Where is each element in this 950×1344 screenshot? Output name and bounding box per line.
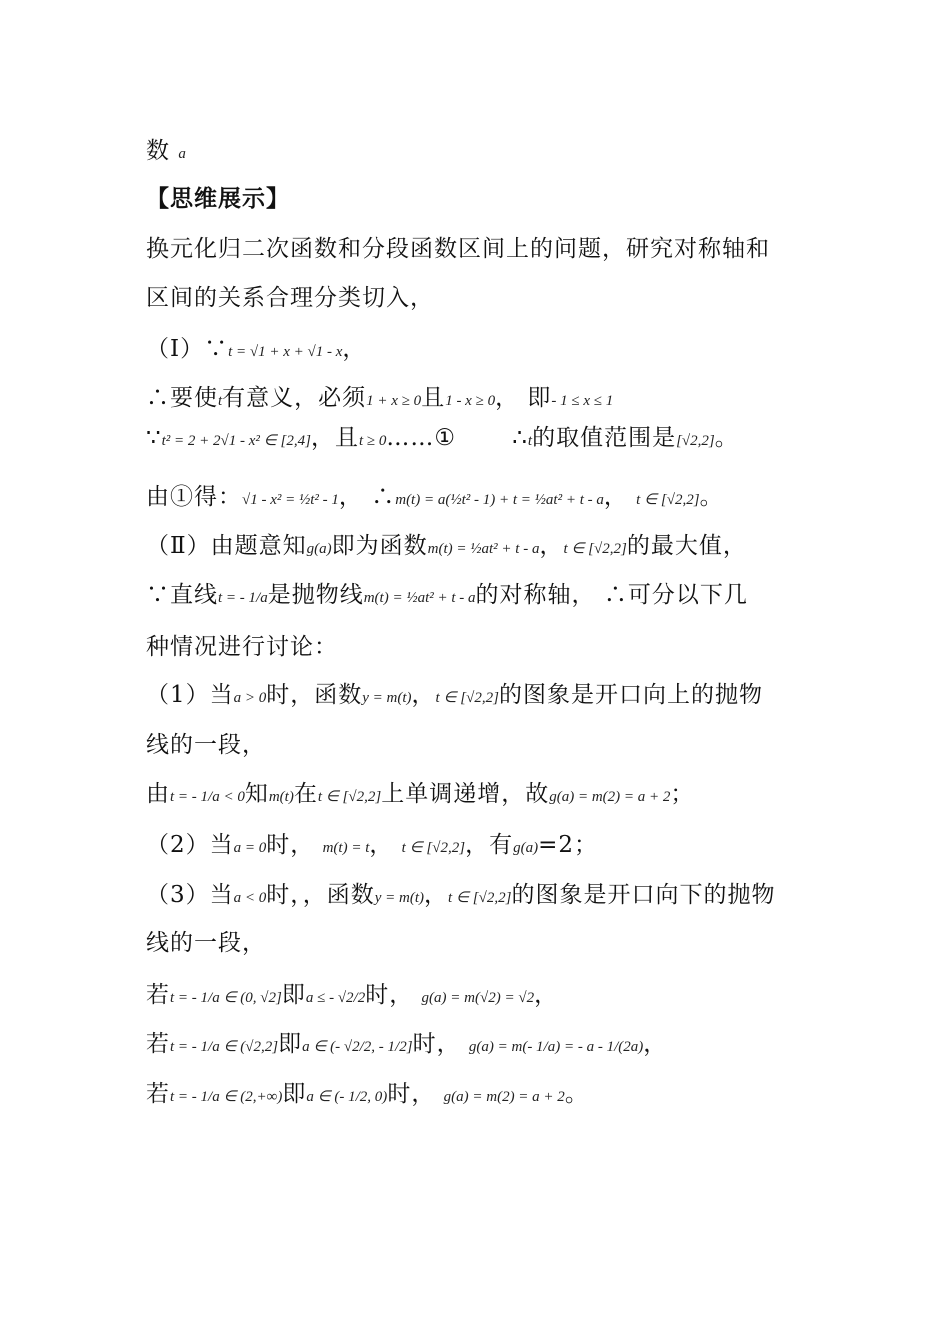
- text-segment: ，: [539, 533, 564, 559]
- text-segment: 有意义，必须: [222, 385, 367, 411]
- text-segment: 即为函数: [331, 533, 428, 559]
- math-expression: t: [527, 433, 533, 449]
- text-segment: ，: [424, 882, 449, 908]
- math-expression: m(t): [268, 789, 294, 805]
- math-expression: g(a) = m(- 1/a) = - a - 1/(2a): [468, 1039, 644, 1055]
- text-segment: 即: [282, 1081, 307, 1107]
- text-segment: 且: [421, 385, 446, 411]
- math-expression: t = - 1/a < 0: [170, 789, 245, 805]
- text-segment: ；: [670, 781, 695, 807]
- text-segment: ∴要使: [146, 385, 218, 411]
- text-line: [146, 334, 366, 367]
- text-line: [146, 632, 338, 662]
- text-line: [146, 880, 775, 913]
- math-expression: t = - 1/a ∈ (2,+∞): [170, 1089, 283, 1105]
- math-expression: 1 - x ≥ 0: [445, 393, 496, 409]
- math-expression: g(a) = m(2) = a + 2: [549, 789, 671, 805]
- text-line: [146, 928, 266, 958]
- math-expression: g(a) = m(√2) = √2: [421, 990, 535, 1006]
- math-expression: y = m(t): [374, 890, 425, 906]
- text-segment: 即: [278, 1031, 303, 1057]
- math-expression: a ∈ (- √2/2, - 1/2]: [302, 1039, 413, 1055]
- math-expression: a > 0: [233, 690, 267, 706]
- text-segment: ， ∴: [338, 484, 396, 510]
- text-segment: ……① ∴: [386, 425, 528, 451]
- math-expression: t = - 1/a ∈ (√2,2]: [170, 1039, 279, 1055]
- text-line: [146, 680, 763, 713]
- text-segment: ∵: [146, 425, 162, 451]
- math-expression: t² = 2 + 2√1 - x² ∈ [2,4]: [161, 433, 311, 449]
- text-segment: ，: [603, 484, 637, 510]
- text-segment: 上单调递增，故: [381, 781, 550, 807]
- text-segment: 时，: [412, 1031, 469, 1057]
- text-line: [146, 531, 747, 564]
- text-segment: 时，，函数: [266, 882, 375, 908]
- text-segment: 即: [281, 982, 306, 1008]
- text-segment: ，: [643, 1031, 668, 1057]
- text-line: [146, 383, 613, 416]
- text-segment: 的取值范围是: [532, 425, 677, 451]
- math-expression: a ∈ (- 1/2, 0): [306, 1089, 388, 1105]
- text-segment: 线的一段，: [146, 732, 266, 758]
- math-expression: y = m(t): [362, 690, 412, 706]
- text-segment: 。: [714, 425, 739, 451]
- text-segment: 由①得：: [146, 484, 242, 510]
- text-segment: 区间的关系合理分类切入，: [146, 285, 434, 311]
- math-expression: m(t) = ½at² + t - a: [363, 590, 476, 606]
- text-segment: 若: [146, 1031, 170, 1057]
- math-expression: g(a): [306, 541, 332, 557]
- math-expression: m(t) = t: [322, 840, 370, 856]
- text-segment: ， 即: [495, 385, 552, 411]
- text-segment: 的图象是开口向上的抛物: [498, 682, 763, 708]
- text-segment: 换元化归二次函数和分段函数区间上的问题，研究对称轴和: [146, 236, 770, 262]
- text-segment: 时，函数: [266, 682, 363, 708]
- math-expression: t ∈ [√2,2]: [401, 840, 466, 856]
- math-expression: t: [218, 393, 223, 409]
- math-expression: g(a): [513, 840, 539, 856]
- text-segment: 时，: [266, 832, 323, 858]
- text-segment: ∵直线: [146, 582, 218, 608]
- text-segment: （1）当: [146, 682, 234, 708]
- text-line: [146, 779, 694, 812]
- math-expression: a < 0: [233, 890, 267, 906]
- math-expression: m(t) = ½at² + t - a: [427, 541, 540, 557]
- text-segment: ，且: [310, 425, 359, 451]
- text-segment: 的对称轴， ∴可分以下几: [475, 582, 748, 608]
- text-line: [146, 980, 558, 1013]
- math-expression: t = - 1/a ∈ (0, √2]: [170, 990, 282, 1006]
- math-expression: t ≥ 0: [358, 433, 387, 449]
- text-segment: 若: [146, 982, 170, 1008]
- math-expression: t ∈ [√2,2]: [636, 492, 700, 508]
- text-segment: ，: [369, 832, 402, 858]
- text-segment: （2）当: [146, 832, 234, 858]
- text-segment: 的最大值，: [626, 533, 747, 559]
- math-expression: t = √1 + x + √1 - x: [228, 344, 343, 360]
- text-segment: 数: [146, 138, 179, 164]
- math-expression: a ≤ - √2/2: [305, 990, 366, 1006]
- text-segment: 。: [699, 484, 724, 510]
- math-expression: - 1 ≤ x ≤ 1: [551, 393, 614, 409]
- text-segment: （Ⅰ）∵: [146, 336, 229, 362]
- math-expression: m(t) = a(½t² - 1) + t = ½at² + t - a: [395, 492, 604, 508]
- text-segment: =2；: [538, 832, 598, 858]
- math-expression: t ∈ [√2,2]: [448, 890, 512, 906]
- text-segment: 时，: [365, 982, 422, 1008]
- text-segment: ，: [534, 982, 559, 1008]
- text-segment: （Ⅱ）由题意知: [146, 533, 307, 559]
- text-line: [146, 1029, 667, 1062]
- math-expression: 1 + x ≥ 0: [366, 393, 422, 409]
- text-line: [146, 580, 748, 613]
- text-line: [146, 830, 598, 863]
- text-segment: 是抛物线: [267, 582, 364, 608]
- text-line: [146, 1079, 589, 1112]
- text-segment: 【思维展示】: [146, 185, 290, 212]
- text-line: [146, 283, 434, 313]
- text-line: [146, 423, 739, 456]
- text-line: [146, 234, 770, 264]
- math-expression: a: [178, 146, 186, 162]
- text-segment: （3）当: [146, 882, 234, 908]
- math-expression: √1 - x² = ½t² - 1: [242, 492, 339, 508]
- math-expression: t ∈ [√2,2]: [435, 690, 499, 706]
- text-line: [146, 730, 266, 760]
- text-segment: ，: [342, 336, 367, 362]
- text-segment: ，: [411, 682, 436, 708]
- math-expression: t ∈ [√2,2]: [563, 541, 627, 557]
- text-line: [146, 136, 186, 169]
- math-expression: t ∈ [√2,2]: [317, 789, 382, 805]
- text-segment: 。: [564, 1081, 589, 1107]
- math-expression: a = 0: [233, 840, 267, 856]
- text-segment: 的图象是开口向下的抛物: [511, 882, 776, 908]
- text-segment: 由: [146, 781, 170, 807]
- text-segment: ，有: [465, 832, 514, 858]
- text-segment: 时，: [387, 1081, 444, 1107]
- text-segment: 线的一段，: [146, 930, 266, 956]
- text-segment: 在: [293, 781, 318, 807]
- text-line: [146, 482, 724, 515]
- text-segment: 若: [146, 1081, 170, 1107]
- math-expression: t = - 1/a: [218, 590, 268, 606]
- text-segment: 种情况进行讨论：: [146, 634, 338, 660]
- math-expression: [√2,2]: [676, 433, 715, 449]
- section-heading: [146, 184, 290, 214]
- text-segment: 知: [244, 781, 269, 807]
- math-expression: g(a) = m(2) = a + 2: [443, 1089, 565, 1105]
